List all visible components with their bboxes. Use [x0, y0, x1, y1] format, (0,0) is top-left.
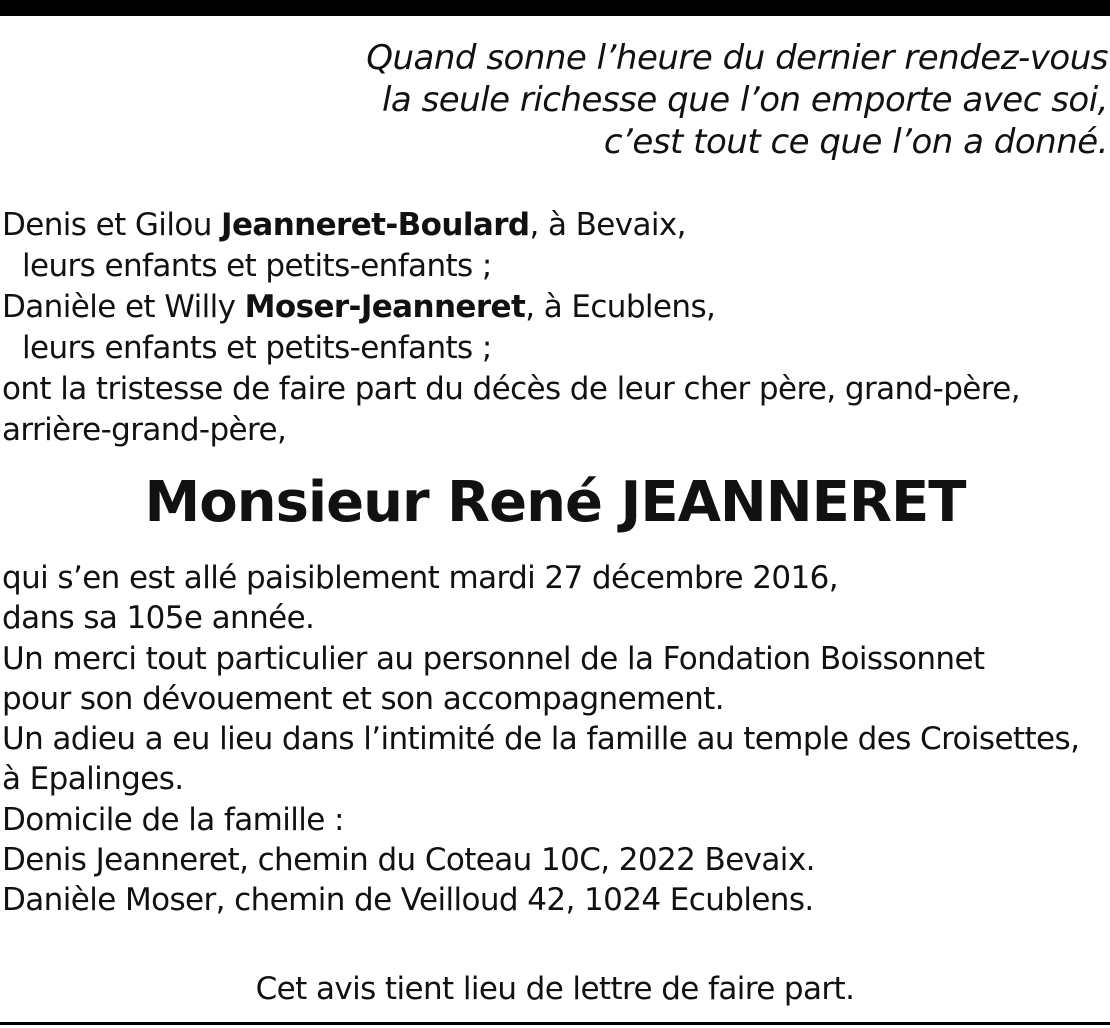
body-line: Un adieu a eu lieu dans l’intimité de la famille au temple des Croisettes,: [2, 721, 1080, 758]
family-line-suffix: , à Ecublens,: [525, 289, 716, 325]
body-line: pour son dévouement et son accompagnement.: [2, 680, 724, 717]
epigraph-line: Quand sonne l’heure du dernier rendez-vous: [366, 38, 1108, 78]
body-line: Denis Jeanneret, chemin du Coteau 10C, 2022 Bevaix.: [2, 842, 815, 879]
family-line-announcement: arrière-grand-père,: [2, 412, 287, 448]
deceased-name-heading: Monsieur René JEANNERET: [144, 470, 966, 535]
family-line-prefix: Denis et Gilou: [2, 207, 222, 243]
family-line-suffix: , à Bevaix,: [529, 207, 686, 243]
epigraph-line: la seule richesse que l’on emporte avec soi,: [381, 80, 1108, 120]
body-line: qui s’en est allé paisiblement mardi 27 décembre 2016,: [2, 560, 839, 596]
body-line: Un merci tout particulier au personnel de la Fondation Boissonnet: [2, 640, 985, 677]
family-line-announcement: ont la tristesse de faire part du décès de leur cher père, grand-père,: [2, 371, 1020, 407]
body-line: Danièle Moser, chemin de Veilloud 42, 1024 Ecublens.: [2, 882, 814, 919]
top-border-rule: [0, 0, 1110, 16]
family-line-prefix: Danièle et Willy: [2, 289, 245, 325]
family-line-denis-gilou: [2, 205, 1102, 246]
bottom-border-rule: [0, 1022, 1110, 1025]
family-surname: Jeanneret-Boulard: [221, 207, 530, 243]
epigraph-quote: [348, 37, 1108, 163]
footer-note: Cet avis tient lieu de lettre de faire part.: [255, 971, 855, 1007]
obituary-body: [2, 558, 1102, 921]
family-line-descendants: leurs enfants et petits-enfants ;: [22, 248, 492, 284]
family-line-daniele-willy: [2, 287, 1102, 328]
body-line: dans sa 105e année.: [2, 600, 315, 637]
family-announcement: [2, 205, 1102, 451]
body-line: à Epalinges.: [2, 761, 184, 798]
body-line: Domicile de la famille :: [2, 801, 344, 838]
family-surname: Moser-Jeanneret: [244, 289, 526, 325]
family-line-descendants: leurs enfants et petits-enfants ;: [22, 330, 492, 366]
epigraph-line: c’est tout ce que l’on a donné.: [603, 122, 1108, 162]
